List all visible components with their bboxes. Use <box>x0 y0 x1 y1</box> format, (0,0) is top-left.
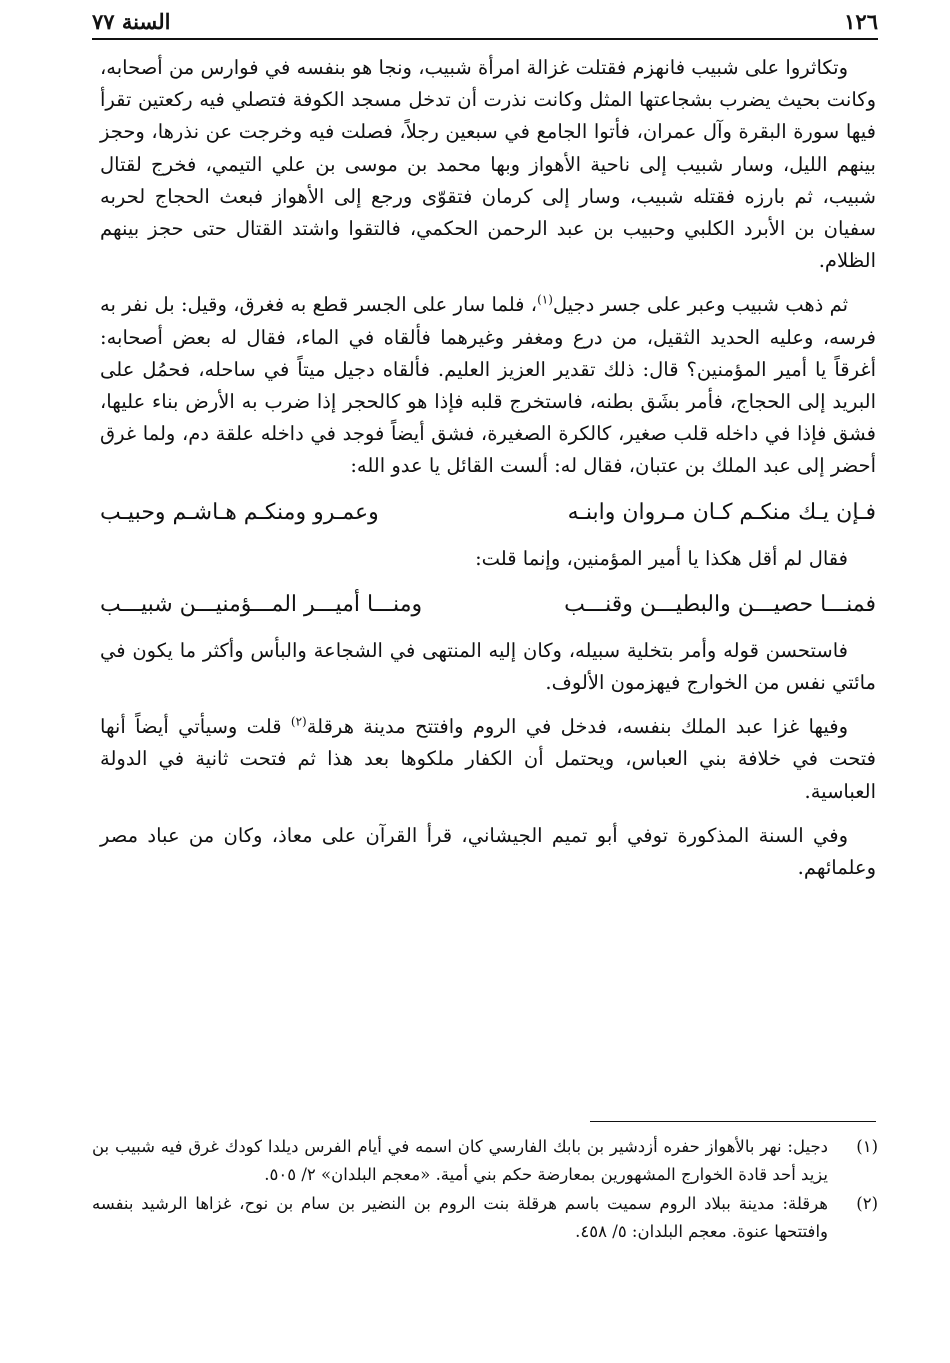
footnote-2-number: (٢) <box>856 1194 878 1213</box>
footnote-2 <box>92 1190 878 1245</box>
page-header <box>92 4 878 34</box>
paragraph-5-lead: وفيها غزا عبد الملك بنفسه، فدخل في الروم وافتتح مدينة هرقلة <box>306 715 849 739</box>
paragraph-2-lead: ثم ذهب شبيب وعبر على جسر دجيل <box>552 293 848 317</box>
paragraph-2-connector: ، فلما سار على الجسر <box>348 293 538 317</box>
footnote-1 <box>92 1133 878 1188</box>
header-rule <box>92 38 878 40</box>
footnote-2-text: هرقلة: مدينة ببلاد الروم سميت باسم هرقلة بنت الروم بن النضير بن سام بن نوح، غزاها الرشيد بنفسه وافتتحها عنوة. معجم البلدان: ٥/ ٤٥٨. <box>92 1194 828 1241</box>
footnote-ref-1[interactable]: (١) <box>537 292 553 307</box>
verse-2 <box>100 579 876 631</box>
footnote-1-number: (١) <box>856 1137 878 1156</box>
paragraph-4: فاستحسن قوله وأمر بتخلية سبيله، وكان إليه المنتهى في الشجاعة والبأس وأكثر ما يكون في مائتي نفس من الخوارج فيهزمون الألوف. <box>100 638 876 695</box>
paragraph-5-body: قلت وسيأتي أيضاً أنها فتحت في خلافة بني العباس، ويحتمل أن الكفار ملكوها بعد هذا ثم فتحت ثانية في الدولة العباسية. <box>100 715 876 803</box>
paragraph-3: فقال لم أقل هكذا يا أمير المؤمنين، وإنما قلت: <box>475 546 848 570</box>
main-text <box>100 52 876 884</box>
verse-1 <box>100 487 876 539</box>
paragraph-1: وتكاثروا على شبيب فانهزم فقتلت غزالة امرأة شبيب، ونجا هو بنفسه في فوارس من أصحابه، وكانت بحيث يضرب بشجاعتها المثل وكانت نذرت أن تدخل مسجد الكوفة فتصلي فيه ركعتين تقرأ فيها سورة البقرة وآل عمران، فأتوا الجامع في سبعين رجلاً، فصلت فيه وخرجت عن نذرها، وحجز بينهم الليل، وسار شبيب إلى ناحية الأهواز وبها محمد بن موسى بن علي التيمي، فخرج لقتال شبيب، ثم بارزه فقتله شبيب، وسار إلى كرمان فتقوّى ورجع إلى الأهواز فبعث الحجاج لحربه سفيان بن الأبرد الكلبي وحبيب بن عبد الرحمن الحكمي، فالتقوا واشتد القتال حتى حجز بينهم الظلام. <box>100 56 876 273</box>
footnote-1-text: دجيل: نهر بالأهواز حفره أزدشير بن بابك الفارسي كان اسمه في أيام الفرس ديلدا كودك غرق فيه شبيب بن يزيد أحد قادة الخوارج المشهورين بمعارضة حكم بني أمية. «معجم البلدان» ٢/ ٥٠٥. <box>92 1137 828 1184</box>
paragraph-5 <box>100 711 876 808</box>
paragraph-2-body: قطع به فغرق، وقيل: بل نفر به فرسه، وعليه الحديد الثقيل، من درع ومغفر وغيرهما فألقاه في الماء، فقال له بعض أصحابه: أغرقاً يا أمير المؤمنين؟ قال: ذلك تقدير العزيز العليم. فألقاه دجيل ميتاً في ساحله، فحمُل على البريد إلى الحجاج، فأمر بشَق بطنه، فاستخرج قلبه فإذا هو كالحجر إذا ضرب به الأرض بناء عليها، فشق فإذا في داخله قلب صغير، كالكرة الصغيرة، فشق أيضاً فوجد في داخله علقة دم، ولما غرق أحضر إلى عبد الملك بن عتبان، فقال له: ألست القائل يا عدو الله: <box>100 293 876 478</box>
paragraph-6: وفي السنة المذكورة توفي أبو تميم الجيشاني، قرأ القرآن على معاذ، وكان من عباد مصر وعلمائهم. <box>100 823 876 880</box>
footnote-ref-2[interactable]: (٢) <box>290 714 307 729</box>
verse-2-second-hemistich: ومنـــا أميـــر المـــؤمنيـــن شبيـــب <box>100 591 423 617</box>
footnote-rule <box>590 1121 876 1122</box>
footnotes <box>92 1133 878 1247</box>
year-label: السنة ٧٧ <box>92 9 171 34</box>
verse-2-first-hemistich: فمنـــا حصيـــن والبطيـــن وقنـــب <box>564 591 876 617</box>
paragraph-2 <box>100 289 876 482</box>
page-number: ١٢٦ <box>844 9 878 34</box>
verse-1-second-hemistich: وعمـرو ومنكـم هـاشـم وحبيـب <box>100 499 379 525</box>
verse-1-first-hemistich: فـإن يـك منكـم كـان مـروان وابنـه <box>567 499 876 525</box>
